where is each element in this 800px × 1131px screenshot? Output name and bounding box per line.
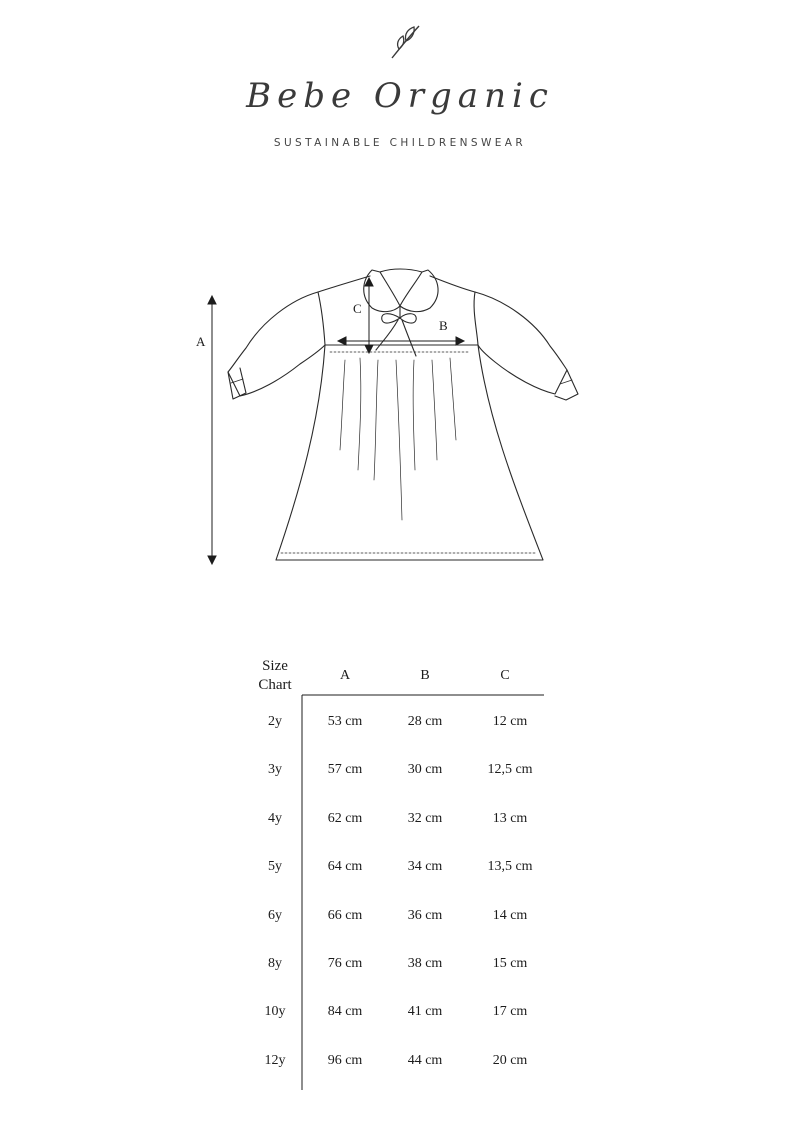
right-cuff [555, 370, 578, 400]
a-cell: 57 cm [327, 762, 363, 778]
dress-body-outline [276, 345, 543, 560]
b-cell: 38 cm [407, 956, 443, 971]
c-cell: 12 cm [492, 714, 528, 729]
b-cell: 34 cm [407, 859, 443, 875]
b-cell: 32 cm [407, 810, 443, 826]
measure-a-label: A [196, 334, 206, 349]
b-cell: 30 cm [407, 762, 443, 778]
left-shoulder [318, 276, 370, 292]
a-cell: 76 cm [327, 956, 363, 971]
size-cell: 3y [268, 762, 282, 778]
c-cell: 12,5 cm [487, 762, 533, 778]
c-cell: 15 cm [492, 956, 528, 971]
a-cell: 62 cm [327, 810, 363, 826]
b-cell: 28 cm [407, 714, 443, 729]
size-cell: 6y [268, 907, 282, 923]
b-cell: 44 cm [407, 1052, 443, 1068]
size-cell: 5y [268, 859, 282, 875]
size-cell: 2y [268, 714, 282, 729]
c-cell: 13,5 cm [487, 859, 533, 875]
measure-c-label: C [353, 301, 362, 316]
b-cell: 41 cm [407, 1004, 443, 1020]
size-cell: 12y [264, 1052, 286, 1068]
a-cell: 53 cm [327, 714, 363, 729]
column-header-b: B [420, 668, 430, 683]
size-chart-table [240, 652, 560, 1092]
bow-tie [382, 314, 416, 323]
c-cell: 14 cm [492, 907, 528, 923]
left-cuff [228, 368, 246, 399]
b-cell: 36 cm [407, 907, 443, 923]
measure-b-label: B [439, 318, 448, 333]
size-cell: 4y [268, 810, 282, 826]
a-cell: 96 cm [327, 1052, 363, 1068]
right-sleeve [475, 292, 567, 394]
size-cell: 8y [268, 956, 282, 971]
collar-right [400, 270, 438, 312]
a-cell: 64 cm [327, 859, 363, 875]
column-header-a: A [339, 668, 351, 683]
brand-name: Bebe Organic [246, 76, 554, 116]
size-cell: 10y [264, 1004, 286, 1020]
a-cell: 66 cm [327, 907, 363, 923]
c-cell: 20 cm [492, 1052, 528, 1068]
size-chart-title: Size Chart [258, 658, 292, 693]
c-cell: 13 cm [492, 810, 528, 826]
c-cell: 17 cm [492, 1004, 528, 1020]
a-cell: 84 cm [327, 1004, 363, 1020]
column-header-c: C [500, 668, 510, 683]
brand-tagline: SUSTAINABLE CHILDRENSWEAR [273, 137, 527, 149]
